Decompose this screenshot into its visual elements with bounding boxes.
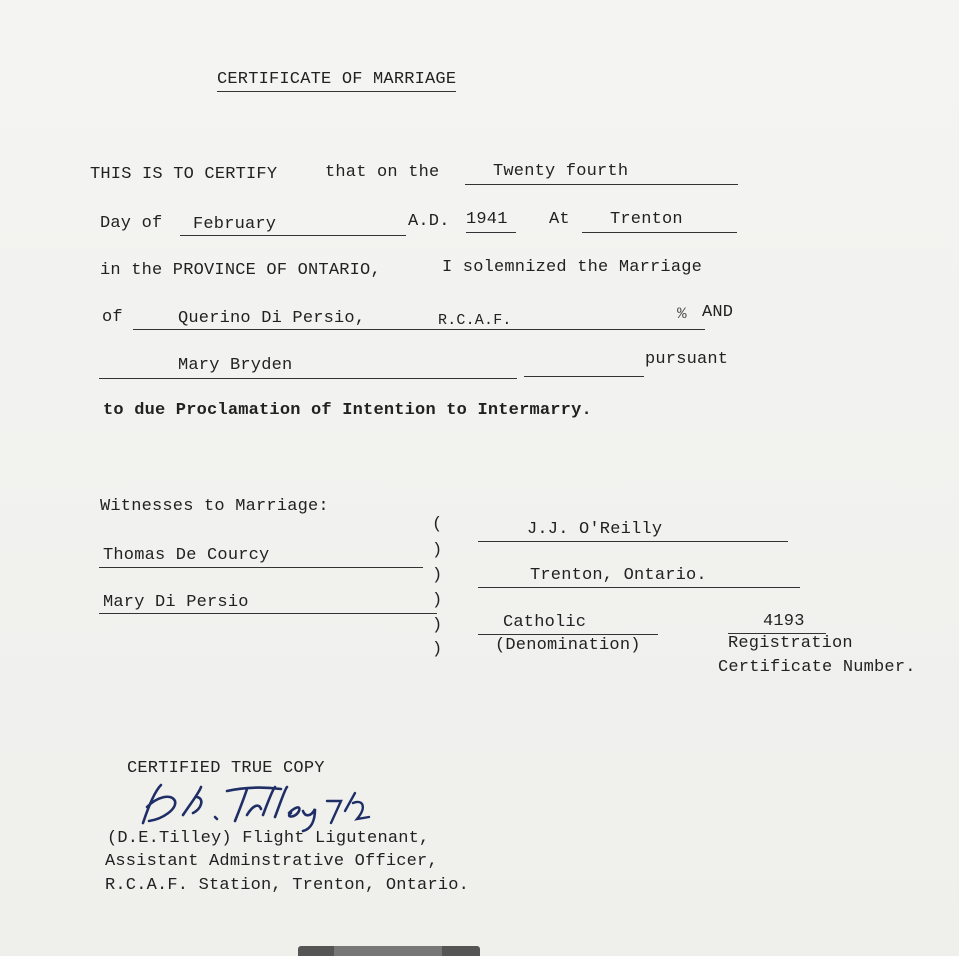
groom-name: Querino Di Persio, <box>178 309 366 328</box>
and-mark: % <box>677 305 687 323</box>
registration-label-1: Registration <box>728 634 853 653</box>
bracket-open: ( <box>432 515 443 534</box>
of-label: of <box>102 308 123 327</box>
signer-line-2: Assistant Adminstrative Officer, <box>105 852 438 871</box>
officiant-place-underline <box>478 587 800 588</box>
province-text: in the PROVINCE OF ONTARIO, <box>100 261 381 280</box>
ad-label: A.D. <box>408 212 450 231</box>
bride-underline-tail <box>524 376 644 377</box>
place-underline <box>582 232 737 233</box>
month-value: February <box>193 215 277 234</box>
registration-number: 4193 <box>763 612 805 631</box>
certified-copy-text: CERTIFIED TRUE COPY <box>127 759 325 778</box>
proclamation-text: to due Proclamation of Intention to Intermarry. <box>103 401 592 420</box>
witness-2-underline <box>99 613 437 614</box>
viewer-toolbar-center[interactable] <box>334 946 442 956</box>
bracket-close-5: ) <box>432 640 443 659</box>
witness-1-underline <box>99 567 423 568</box>
signature-image <box>135 775 385 835</box>
bracket-close-3: ) <box>432 591 443 610</box>
bracket-close-1: ) <box>432 541 443 560</box>
bracket-close-2: ) <box>432 566 443 585</box>
year-underline <box>466 232 516 233</box>
officiant-place: Trenton, Ontario. <box>530 566 707 585</box>
certificate-title: CERTIFICATE OF MARRIAGE <box>217 70 456 92</box>
day-underline <box>465 184 738 185</box>
signer-line-1: (D.E.Tilley) Flight Ligutenant, <box>107 829 430 848</box>
intro-text: THIS IS TO CERTIFY <box>90 165 278 184</box>
witness-1: Thomas De Courcy <box>103 546 270 565</box>
place-value: Trenton <box>610 210 683 229</box>
officiant-underline <box>478 541 788 542</box>
that-on-the-text: that on the <box>325 163 440 182</box>
signer-line-3: R.C.A.F. Station, Trenton, Ontario. <box>105 876 470 895</box>
groom-unit: R.C.A.F. <box>438 312 512 329</box>
at-label: At <box>549 210 570 229</box>
denomination-value: Catholic <box>503 613 587 632</box>
groom-underline <box>133 329 705 330</box>
day-of-label: Day of <box>100 214 163 233</box>
witnesses-label: Witnesses to Marriage: <box>100 497 329 516</box>
day-value: Twenty fourth <box>493 162 629 181</box>
solemnized-text: I solemnized the Marriage <box>442 258 703 277</box>
denomination-underline <box>478 634 658 635</box>
officiant-name: J.J. O'Reilly <box>527 520 663 539</box>
year-value: 1941 <box>466 210 508 229</box>
viewer-toolbar[interactable] <box>298 946 480 956</box>
registration-label-2: Certificate Number. <box>718 658 916 677</box>
bracket-close-4: ) <box>432 616 443 635</box>
denomination-label: (Denomination) <box>495 636 641 655</box>
pursuant-text: pursuant <box>645 350 729 369</box>
witness-2: Mary Di Persio <box>103 593 249 612</box>
month-underline <box>180 235 406 236</box>
bride-name: Mary Bryden <box>178 356 293 375</box>
and-label: AND <box>702 303 734 322</box>
bride-underline <box>99 378 517 379</box>
